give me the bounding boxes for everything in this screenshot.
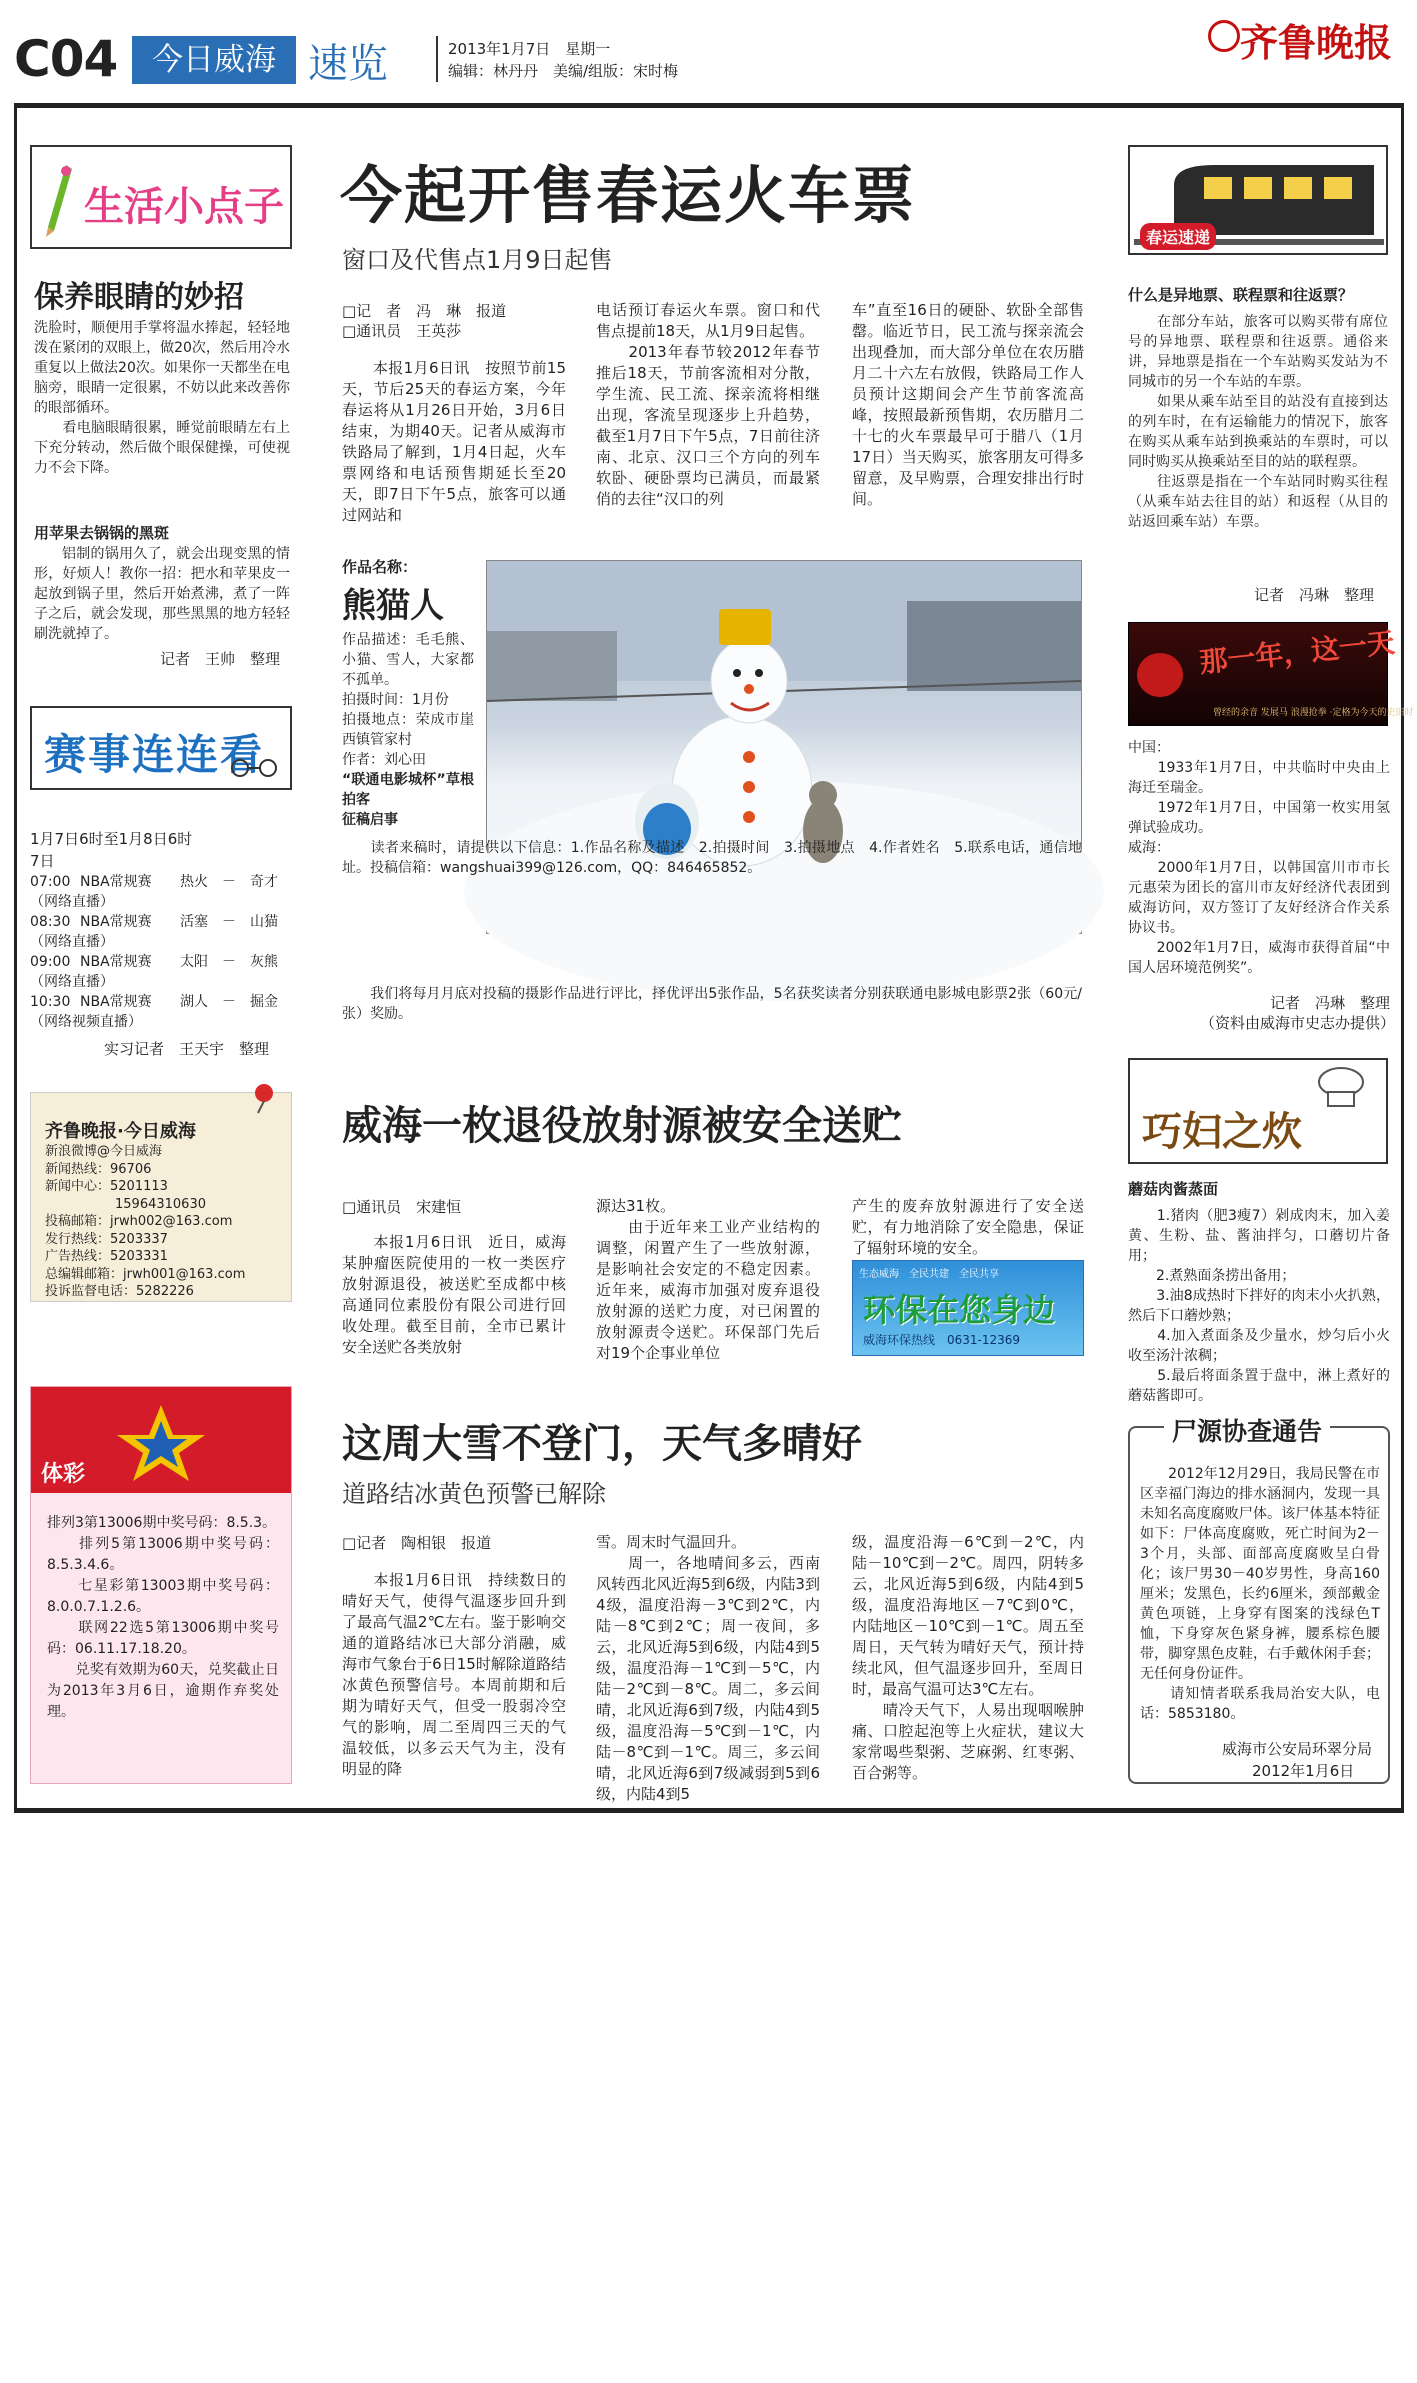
photo-name-label: 作品名称： bbox=[342, 558, 418, 576]
recipe-title: 蘑菇肉酱蒸面 bbox=[1128, 1180, 1219, 1198]
contact-line[interactable]: 投诉监督电话：5282226 bbox=[45, 1284, 194, 1299]
history-signature: 记者 冯琳 整理 bbox=[1270, 994, 1391, 1012]
schedule-time: 10:30 bbox=[30, 994, 71, 1010]
spring-travel-badge-text: 春运速递 bbox=[1140, 223, 1216, 250]
schedule-row bbox=[30, 952, 292, 972]
contact-list bbox=[45, 1143, 245, 1301]
sports-day: 7日 bbox=[30, 852, 55, 870]
byline-story2: □通讯员 宋建恒 bbox=[342, 1198, 462, 1216]
subhead-weather: 道路结冰黄色预警已解除 bbox=[342, 1480, 606, 1508]
editors-line: 编辑：林丹丹 美编/组版：宋时梅 bbox=[448, 62, 679, 80]
photo-time: 拍摄时间：1月份 bbox=[342, 692, 449, 708]
spring-travel-badge bbox=[1128, 145, 1388, 255]
schedule-match: 湖人 － 掘金 bbox=[180, 994, 278, 1010]
headline-weather[interactable]: 这周大雪不登门，天气多晴好 bbox=[342, 1421, 862, 1467]
pencil-icon bbox=[40, 157, 74, 237]
lottery-panel bbox=[30, 1386, 292, 1784]
photo-place: 拍摄地点：荣成市崖西镇管家村 bbox=[342, 712, 474, 748]
schedule-match: 热火 － 奇才 bbox=[180, 874, 278, 890]
pushpin-icon bbox=[251, 1083, 277, 1113]
schedule-league: NBA常规赛 bbox=[80, 994, 152, 1010]
photo-call-block bbox=[342, 838, 1082, 878]
lottery-text: 排列3第13006期中奖号码：8.5.3。 排列5第13006期中奖号码：8.5.3.4.6。 七星彩第13003期中奖号码：8.0.0.7.1.2.6。 联网22选5第13006期中奖号码：06.11.17.18.20。 兑奖有效期为60天，兑奖截止日为2013年3月6日，逾期作弃奖处理。 bbox=[47, 1515, 279, 1720]
train-faq-answer: 在部分车站，旅客可以购买带有席位号的异地票、联程票和往返票。通俗来讲，异地票是指在一个车站购买发站为不同城市的另一个车站的车票。 如果从乘车站至目的站没有直接到达的列车时，在有运输能力的情况下，旅客在购买从乘车站到换乘站的车票时，可以同时购买从换乘站至目的站的联程票。 往返票是指在一个车站同时购买往程（从乘车站去往目的站）和返程（从目的站返回乘车站）车票。 bbox=[1128, 314, 1388, 530]
page-code: C04 bbox=[14, 30, 118, 88]
schedule-time: 08:30 bbox=[30, 914, 71, 930]
tip-body: 洗脸时，顺便用手掌将温水捧起，轻轻地泼在紧闭的双眼上，做20次，然后用冷水重复以上做法20次。如果你一天都坐在电脑旁，眼睛一定很累，不妨以此来改善你的眼部循环。 看电脑眼睛很累，睡觉前眼睛左右上下充分转动，然后做个眼保健操，可使视力不会下降。 bbox=[34, 320, 290, 476]
notice-title: 尸源协查通告 bbox=[1164, 1412, 1330, 1448]
newspaper-logo[interactable]: 齐鲁晚报 bbox=[1240, 20, 1393, 65]
ad-hotline: 威海环保热线 0631-12369 bbox=[863, 1333, 1021, 1347]
weather-article-col1: 本报1月6日讯 持续数日的晴好天气，使得气温逐步回升到了最高气温2℃左右。鉴于影响交通的道路结冰已大部分消融，威海市气象台于6日15时解除道路结冰黄色预警信号。本周前期和后期为晴好天气，但受一股弱冷空气的影响，周二至周四三天的气温较低，以多云天气为主，没有明显的降 bbox=[342, 1571, 566, 1778]
sports-signature: 实习记者 王天宇 整理 bbox=[104, 1040, 270, 1058]
photo-author: 作者：刘心田 bbox=[342, 752, 426, 768]
weather-article-col2: 雪。周末时气温回升。 周一，各地晴间多云，西南风转西北风近海5到6级，内陆3到4级，温度沿海－3℃到2℃，内陆－8℃到2℃；周一夜间，多云，北风近海5到6级，内陆4到5级，温度沿海－1℃到－5℃，内陆－2℃到－8℃。周二，多云间晴，北风近海6到7级，内陆4到5级，温度沿海－5℃到－1℃，内陆－8℃到－1℃。周三，多云间晴，北风近海6到7级减弱到5到6级，内陆4到5 bbox=[596, 1533, 820, 1803]
schedule-note: （网络直播） bbox=[30, 894, 114, 910]
schedule-note: （网络直播） bbox=[30, 974, 114, 990]
reel-icon bbox=[1137, 653, 1183, 697]
section-tab[interactable]: 今日威海 bbox=[132, 36, 296, 84]
ad-title: 环保在您身边 bbox=[863, 1291, 1056, 1329]
contact-line[interactable]: 15964310630 bbox=[115, 1196, 206, 1212]
chef-hat-icon bbox=[1316, 1066, 1366, 1108]
train-article-col3: 车”直至16日的硬卧、软卧全部售罄。临近节日，民工流与探亲流会出现叠加，而大部分单位在农历腊月二十六左右放假，铁路局工作人员预计这期间会产生节前客流高峰，按照最新预售期，农历腊月二十七的火车票最早可于腊八（1月17日）当天购买，旅客朋友可得多留意，及早购票，合理安排出行时间。 bbox=[852, 301, 1084, 508]
contact-line[interactable]: 发行热线：5203337 bbox=[45, 1231, 168, 1247]
schedule-league: NBA常规赛 bbox=[80, 914, 152, 930]
contact-title: 齐鲁晚报·今日威海 bbox=[45, 1121, 196, 1142]
history-source: （资料由威海市史志办提供） bbox=[1200, 1014, 1396, 1032]
history-body: 中国： 1933年1月7日，中共临时中央由上海迁至瑞金。 1972年1月7日，中国第一枚实用氢弹试验成功。 威海： 2000年1月7日，以韩国富川市市长元惠荣为团长的富川市友好经济代表团到威海访问，双方签订了友好经济合作关系协议书。 2002年1月7日，威海市获得首届“中国人居环境范例奖”。 bbox=[1128, 740, 1390, 976]
contact-line[interactable]: 投稿邮箱：jrwh002@163.com bbox=[45, 1214, 233, 1229]
radioactive-article-col1: 本报1月6日讯 近日，威海某肿瘤医院使用的一枚一类医疗放射源退役，被送贮至成都中核高通同位素股份有限公司进行回收处理。截至目前，全市已累计安全送贮各类放射 bbox=[342, 1233, 566, 1356]
glasses-icon bbox=[228, 758, 282, 778]
sports-badge bbox=[30, 706, 292, 790]
contact-line[interactable]: 新浪微博@今日威海 bbox=[45, 1144, 163, 1159]
photo-call-text-body: 读者来稿时，请提供以下信息：1.作品名称及描述 2.拍摄时间 3.拍摄地点 4.作者姓名 5.联系电话，通信地址。投稿信箱：wangshuai399@126.com，QQ：846465852。 bbox=[342, 840, 1082, 876]
header-divider bbox=[436, 36, 438, 82]
tip-title: 保养眼睛的妙招 bbox=[34, 280, 244, 315]
byline-weather: □记者 陶相银 报道 bbox=[342, 1534, 492, 1552]
photo-desc: 作品描述：毛毛熊、小猫、雪人，大家都不孤单。 bbox=[342, 632, 474, 688]
contact-line[interactable]: 新闻中心：5201113 bbox=[45, 1179, 168, 1194]
byline-correspondent: □通讯员 王英莎 bbox=[342, 322, 462, 340]
byline-reporter: □记 者 冯 琳 报道 bbox=[342, 302, 507, 320]
sports-schedule bbox=[30, 872, 292, 1032]
sports-timeframe: 1月7日6时至1月8日6时 bbox=[30, 830, 193, 848]
schedule-match: 太阳 － 灰熊 bbox=[180, 954, 278, 970]
history-badge-text: 那一年，这一天 bbox=[1197, 625, 1397, 680]
schedule-note: （网络直播） bbox=[30, 934, 114, 950]
schedule-league: NBA常规赛 bbox=[80, 874, 152, 890]
contact-card bbox=[30, 1092, 292, 1302]
cooking-badge-text: 巧妇之炊 bbox=[1142, 1109, 1302, 1155]
history-badge-sub: 曾经的余音 发展马 浪漫抢拳 ·定格为今天的史旧时 bbox=[1213, 708, 1414, 718]
train-article-col1: 本报1月6日讯 按照节前15天，节后25天的春运方案，今年春运将从1月26日开始，3月6日结束，为期40天。记者从威海市铁路局了解到，1月4日起，火车票网络和电话预售期延长至20天，即7日下午5点，旅客可以通过网站和 bbox=[342, 359, 566, 524]
star-icon bbox=[101, 1401, 221, 1481]
life-tips-badge bbox=[30, 145, 292, 249]
environment-ad[interactable] bbox=[852, 1260, 1084, 1356]
photo-title: 熊猫人 bbox=[342, 586, 444, 626]
contact-line[interactable]: 新闻热线：96706 bbox=[45, 1161, 152, 1177]
history-badge bbox=[1128, 622, 1414, 726]
contact-line[interactable]: 广告热线：5203331 bbox=[45, 1249, 168, 1264]
train-article-col2: 电话预订春运火车票。窗口和代售点提前18天，从1月9日起售。 2013年春节较2012年春节推后18天，节前客流相对分散，学生流、民工流、探亲流将相继出现，客流呈现逐步上升趋势，截至1月7日下午5点，7日前往济南、北京、汉口三个方向的列车软卧、硬卧票均已满员，而最紧俏的去往“汉口的列 bbox=[596, 301, 820, 508]
cooking-badge bbox=[1128, 1058, 1388, 1164]
photo-description bbox=[342, 630, 474, 830]
photo-award-text: 我们将每月月底对投稿的摄影作品进行评比，择优评出5张作品，5名获奖读者分别获联通电影城电影票2张（60元/张）奖励。 bbox=[342, 986, 1082, 1022]
headline-radioactive-source[interactable]: 威海一枚退役放射源被安全送贮 bbox=[342, 1103, 902, 1149]
schedule-time: 09:00 bbox=[30, 954, 71, 970]
schedule-league: NBA常规赛 bbox=[80, 954, 152, 970]
radioactive-article-col3: 产生的废弃放射源进行了安全送贮，有力地消除了安全隐患，保证了辐射环境的安全。 bbox=[852, 1197, 1084, 1257]
subhead-train-tickets: 窗口及代售点1月9日起售 bbox=[342, 246, 613, 274]
issue-date: 2013年1月7日 星期一 bbox=[448, 40, 611, 58]
notice-date: 2012年1月6日 bbox=[1252, 1762, 1355, 1780]
tip-body-2: 铝制的锅用久了，就会出现变黑的情形，好烦人！教你一招：把水和苹果皮一起放到锅子里，然后开始煮沸，煮了一阵子之后，就会发现，那些黑黑的地方轻轻刷洗就掉了。 bbox=[34, 546, 290, 642]
life-tips-badge-text: 生活小点子 bbox=[84, 184, 284, 230]
schedule-row bbox=[30, 992, 292, 1012]
schedule-row bbox=[30, 872, 292, 892]
photo-contest: “联通电影城杯”草根拍客 bbox=[342, 772, 474, 808]
headline-train-tickets[interactable]: 今起开售春运火车票 bbox=[340, 159, 917, 232]
lottery-banner bbox=[31, 1387, 291, 1493]
weather-article-col3: 级，温度沿海－6℃到－2℃，内陆－10℃到－2℃。周四，阴转多云，北风近海5到6级，内陆4到5级，温度沿海地区－7℃到0℃，内陆地区－10℃到－1℃。周五至周日，天气转为晴好天气，预计持续北风，但气温逐步回升，至周日时，最高气温可达3℃左右。 晴冷天气下，人易出现咽喉肿痛、口腔起泡等上火症状，建议大家常喝些梨粥、芝麻粥、红枣粥、百合粥等。 bbox=[852, 1533, 1084, 1782]
lottery-label: 体彩 bbox=[41, 1462, 86, 1487]
notice-box bbox=[1128, 1417, 1390, 1784]
notice-body: 2012年12月29日，我局民警在市区幸福门海边的排水涵洞内，发现一具未知名高度腐败尸体。该尸体基本特征如下：尸体高度腐败，死亡时间为2－3个月，头部、面部高度腐败呈白骨化；该尸男30－40岁男性，身高160厘米；发黑色，长约6厘米，颈部戴金黄色项链，上身穿有图案的浅绿色T恤，下身穿灰色紧身裤，腰系棕色腰带，脚穿黑色皮鞋，右手戴休闲手套；无任何身份证件。 请知情者联系我局治安大队，电话：5853180。 bbox=[1140, 1466, 1380, 1722]
schedule-match: 活塞 － 山猫 bbox=[180, 914, 278, 930]
ad-slogan: 生态威海 全民共建 全民共享 bbox=[859, 1269, 999, 1280]
tip-subtitle: 用苹果去锅锅的黑斑 bbox=[34, 524, 170, 542]
radioactive-article-col2: 源达31枚。 由于近年来工业产业结构的调整，闲置产生了一些放射源，是影响社会安定的不稳定因素。近年来，威海市加强对废弃退役放射源的送贮力度，对已闲置的放射源责令送贮。环保部门先后对19个企事业单位 bbox=[596, 1197, 820, 1362]
schedule-row bbox=[30, 912, 292, 932]
recipe-body: 1.猪肉（肥3瘦7）剁成肉末，加入姜黄、生粉、盐、酱油拌匀，口蘑切片备用； 2.煮熟面条捞出备用； 3.油8成热时下拌好的肉末小火扒熟，然后下口蘑炒熟； 4.加入煮面条及少量水，炒匀后小火收至汤汁浓稠； 5.最后将面条置于盘中，淋上煮好的蘑菇酱即可。 bbox=[1128, 1208, 1390, 1404]
schedule-note: （网络视频直播） bbox=[30, 1014, 142, 1030]
train-faq-signature: 记者 冯琳 整理 bbox=[1254, 586, 1375, 604]
photo-call-title: 征稿启事 bbox=[342, 812, 398, 828]
sports-badge-text: 赛事连连看 bbox=[44, 730, 265, 779]
tip-signature: 记者 王帅 整理 bbox=[160, 650, 281, 668]
schedule-time: 07:00 bbox=[30, 874, 71, 890]
subsection-title: 速览 bbox=[308, 41, 388, 87]
train-faq-question: 什么是异地票、联程票和往返票？ bbox=[1128, 286, 1354, 304]
contact-line[interactable]: 总编辑邮箱：jrwh001@163.com bbox=[45, 1266, 246, 1282]
notice-signature: 威海市公安局环翠分局 bbox=[1222, 1740, 1373, 1758]
logo-emblem-icon bbox=[1208, 20, 1240, 52]
